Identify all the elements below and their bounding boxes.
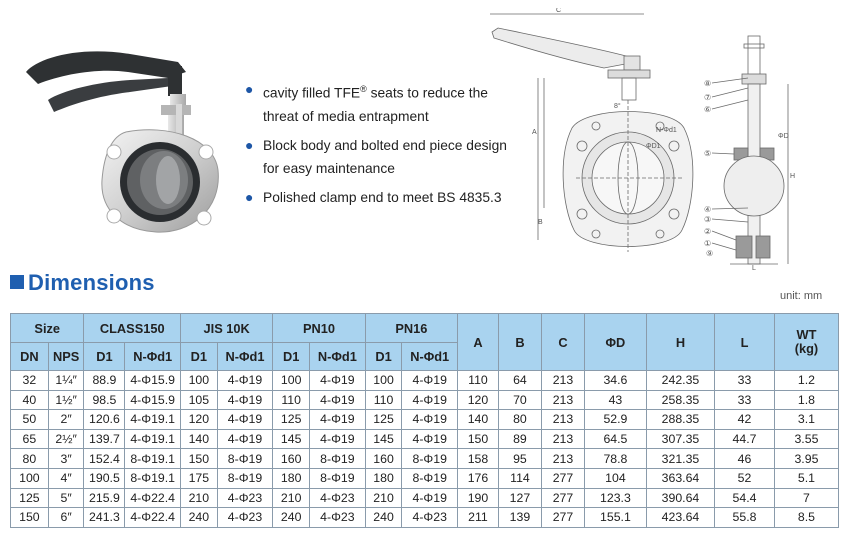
- subheader-d1: D1: [273, 343, 310, 371]
- dim-label-c: C: [556, 8, 562, 14]
- table-cell: 277: [541, 468, 584, 488]
- subheader-nd1: N-Φd1: [125, 343, 181, 371]
- part-callout: ①: [704, 239, 712, 248]
- dim-label-nd: N-Φd1: [656, 127, 677, 134]
- table-cell: 110: [365, 390, 402, 410]
- dim-label-b: B: [538, 219, 543, 226]
- table-body: [11, 371, 839, 528]
- table-cell: 240: [181, 508, 218, 528]
- table-row: [11, 429, 839, 449]
- part-callout: ⑤: [704, 149, 712, 158]
- header-c: C: [541, 314, 584, 371]
- table-cell: 65: [11, 429, 49, 449]
- table-cell: 240: [365, 508, 402, 528]
- table-cell: 211: [458, 508, 499, 528]
- table-cell: 139.7: [84, 429, 125, 449]
- table-cell: 258.35: [646, 390, 714, 410]
- table-cell: 4-Φ19: [217, 390, 273, 410]
- table-cell: 4-Φ19: [402, 410, 458, 430]
- table-cell: 140: [181, 429, 218, 449]
- table-cell: 4-Φ19: [217, 429, 273, 449]
- table-cell: 125: [273, 410, 310, 430]
- table-cell: 105: [181, 390, 218, 410]
- table-cell: 150: [458, 429, 499, 449]
- table-cell: 4-Φ15.9: [125, 390, 181, 410]
- table-row: [11, 371, 839, 391]
- table-cell: 4-Φ19: [217, 410, 273, 430]
- table-cell: 98.5: [84, 390, 125, 410]
- table-cell: 1¼″: [48, 371, 84, 391]
- table-cell: 3.1: [774, 410, 838, 430]
- table-cell: 55.8: [715, 508, 775, 528]
- table-cell: 40: [11, 390, 49, 410]
- table-cell: 2″: [48, 410, 84, 430]
- table-cell: 4-Φ19: [310, 390, 366, 410]
- table-cell: 210: [181, 488, 218, 508]
- part-callout: ⑨: [706, 249, 714, 258]
- table-cell: 152.4: [84, 449, 125, 469]
- table-cell: 50: [11, 410, 49, 430]
- header-h: H: [646, 314, 714, 371]
- table-cell: 160: [365, 449, 402, 469]
- dim-label-d: ΦD: [778, 133, 789, 140]
- dim-label-deg: 8°: [614, 103, 621, 110]
- table-cell: 4-Φ19: [310, 429, 366, 449]
- table-cell: 64: [498, 371, 541, 391]
- table-cell: 42: [715, 410, 775, 430]
- subheader-dn: DN: [11, 343, 49, 371]
- table-cell: 4-Φ19.1: [125, 410, 181, 430]
- table-cell: 78.8: [584, 449, 646, 469]
- table-cell: 213: [541, 390, 584, 410]
- table-cell: 8-Φ19: [402, 468, 458, 488]
- table-cell: 46: [715, 449, 775, 469]
- table-cell: 8-Φ19: [217, 468, 273, 488]
- table-cell: 139: [498, 508, 541, 528]
- table-cell: 210: [365, 488, 402, 508]
- table-cell: 8-Φ19: [402, 449, 458, 469]
- table-cell: 114: [498, 468, 541, 488]
- part-callout: ⑧: [704, 79, 712, 88]
- table-cell: 150: [181, 449, 218, 469]
- table-cell: 213: [541, 429, 584, 449]
- dimensions-table: [10, 313, 839, 528]
- table-cell: 80: [498, 410, 541, 430]
- subheader-nd1: N-Φd1: [310, 343, 366, 371]
- part-callout: ⑥: [704, 105, 712, 114]
- table-cell: 215.9: [84, 488, 125, 508]
- table-cell: 175: [181, 468, 218, 488]
- table-cell: 125: [365, 410, 402, 430]
- table-cell: 120: [181, 410, 218, 430]
- table-cell: 210: [273, 488, 310, 508]
- table-cell: 100: [181, 371, 218, 391]
- table-cell: 277: [541, 508, 584, 528]
- table-cell: 8-Φ19: [310, 449, 366, 469]
- bullet-icon: ●: [245, 81, 254, 97]
- table-cell: 4-Φ15.9: [125, 371, 181, 391]
- table-cell: 307.35: [646, 429, 714, 449]
- table-cell: 363.64: [646, 468, 714, 488]
- table-cell: 100: [273, 371, 310, 391]
- table-cell: 4-Φ23: [310, 508, 366, 528]
- table-cell: 160: [273, 449, 310, 469]
- table-cell: 4-Φ19: [310, 410, 366, 430]
- table-cell: 4-Φ19.1: [125, 429, 181, 449]
- header-b: B: [498, 314, 541, 371]
- valve-product-photo: [18, 20, 228, 250]
- subheader-nd1: N-Φd1: [217, 343, 273, 371]
- table-cell: 241.3: [84, 508, 125, 528]
- table-cell: 3.95: [774, 449, 838, 469]
- table-cell: 180: [273, 468, 310, 488]
- table-cell: 5.1: [774, 468, 838, 488]
- table-cell: 190.5: [84, 468, 125, 488]
- table-cell: 3.55: [774, 429, 838, 449]
- table-row: [11, 449, 839, 469]
- table-cell: 240: [273, 508, 310, 528]
- table-cell: 158: [458, 449, 499, 469]
- table-cell: 8-Φ19: [310, 468, 366, 488]
- table-cell: 213: [541, 410, 584, 430]
- table-cell: 4-Φ22.4: [125, 508, 181, 528]
- table-cell: 43: [584, 390, 646, 410]
- table-cell: 100: [365, 371, 402, 391]
- table-cell: 100: [11, 468, 49, 488]
- table-cell: 4-Φ19: [402, 488, 458, 508]
- table-cell: 8.5: [774, 508, 838, 528]
- part-callout: ④: [704, 205, 712, 214]
- table-cell: 4-Φ19: [402, 371, 458, 391]
- table-cell: 390.64: [646, 488, 714, 508]
- table-cell: 8-Φ19: [217, 449, 273, 469]
- table-cell: 2½″: [48, 429, 84, 449]
- table-cell: 277: [541, 488, 584, 508]
- table-cell: 321.35: [646, 449, 714, 469]
- table-cell: 64.5: [584, 429, 646, 449]
- header-size: Size: [11, 314, 84, 343]
- table-cell: 1.8: [774, 390, 838, 410]
- table-cell: 4-Φ23: [402, 508, 458, 528]
- subheader-d1: D1: [84, 343, 125, 371]
- table-cell: 7: [774, 488, 838, 508]
- table-cell: 123.3: [584, 488, 646, 508]
- bullet-icon: ●: [245, 136, 254, 153]
- table-cell: 44.7: [715, 429, 775, 449]
- table-cell: 8-Φ19.1: [125, 468, 181, 488]
- table-cell: 34.6: [584, 371, 646, 391]
- header-wt: WT (kg): [774, 314, 838, 371]
- table-cell: 213: [541, 371, 584, 391]
- table-cell: 4-Φ19: [402, 390, 458, 410]
- part-callout: ②: [704, 227, 712, 236]
- table-cell: 1.2: [774, 371, 838, 391]
- table-cell: 140: [458, 410, 499, 430]
- table-cell: 52.9: [584, 410, 646, 430]
- table-cell: 6″: [48, 508, 84, 528]
- table-row: [11, 508, 839, 528]
- feature-item: ● cavity filled TFE® seats to reduce the threat of media entrapment: [243, 78, 513, 128]
- table-cell: 4-Φ23: [310, 488, 366, 508]
- table-cell: 33: [715, 371, 775, 391]
- table-cell: 288.35: [646, 410, 714, 430]
- table-cell: 213: [541, 449, 584, 469]
- table-cell: 125: [11, 488, 49, 508]
- table-cell: 150: [11, 508, 49, 528]
- table-cell: 110: [458, 371, 499, 391]
- table-cell: 4-Φ23: [217, 488, 273, 508]
- header-a: A: [458, 314, 499, 371]
- table-cell: 180: [365, 468, 402, 488]
- part-callout: ⑦: [704, 93, 712, 102]
- table-cell: 4-Φ23: [217, 508, 273, 528]
- table-cell: 4-Φ22.4: [125, 488, 181, 508]
- table-cell: 4″: [48, 468, 84, 488]
- header-l: L: [715, 314, 775, 371]
- subheader-d1: D1: [181, 343, 218, 371]
- table-cell: 80: [11, 449, 49, 469]
- table-cell: 127: [498, 488, 541, 508]
- subheader-d1: D1: [365, 343, 402, 371]
- feature-item: ● Polished clamp end to meet BS 4835.3: [243, 186, 513, 209]
- table-cell: 3″: [48, 449, 84, 469]
- table-cell: 145: [365, 429, 402, 449]
- dim-label-d1: ΦD1: [646, 143, 661, 150]
- table-cell: 4-Φ19: [402, 429, 458, 449]
- table-cell: 88.9: [84, 371, 125, 391]
- dim-label-l: L: [752, 265, 756, 272]
- subheader-nd1: N-Φd1: [402, 343, 458, 371]
- table-cell: 155.1: [584, 508, 646, 528]
- table-cell: 120.6: [84, 410, 125, 430]
- table-cell: 104: [584, 468, 646, 488]
- table-cell: 145: [273, 429, 310, 449]
- table-row: [11, 410, 839, 430]
- table-cell: 8-Φ19.1: [125, 449, 181, 469]
- header-pn16: PN16: [365, 314, 457, 343]
- bullet-icon: ●: [245, 188, 254, 205]
- table-cell: 52: [715, 468, 775, 488]
- table-cell: 4-Φ19: [310, 371, 366, 391]
- table-row: [11, 488, 839, 508]
- table-cell: 190: [458, 488, 499, 508]
- table-cell: 4-Φ19: [217, 371, 273, 391]
- table-row: [11, 468, 839, 488]
- dim-label-h: H: [790, 173, 796, 180]
- title-marker-icon: [10, 275, 24, 289]
- table-cell: 1½″: [48, 390, 84, 410]
- table-cell: 423.64: [646, 508, 714, 528]
- table-cell: 110: [273, 390, 310, 410]
- table-cell: 54.4: [715, 488, 775, 508]
- dim-label-a: A: [532, 129, 537, 136]
- table-cell: 70: [498, 390, 541, 410]
- header-class150: CLASS150: [84, 314, 181, 343]
- table-cell: 242.35: [646, 371, 714, 391]
- table-cell: 176: [458, 468, 499, 488]
- table-cell: 32: [11, 371, 49, 391]
- feature-item: ● Block body and bolted end piece design for easy maintenance: [243, 134, 513, 180]
- part-callout: ③: [704, 215, 712, 224]
- table-cell: 33: [715, 390, 775, 410]
- header-jis10k: JIS 10K: [181, 314, 273, 343]
- unit-label: unit: mm: [780, 290, 823, 302]
- table-cell: 5″: [48, 488, 84, 508]
- header-d: ΦD: [584, 314, 646, 371]
- technical-drawing: [486, 8, 798, 272]
- table-cell: 89: [498, 429, 541, 449]
- subheader-nps: NPS: [48, 343, 84, 371]
- table-cell: 120: [458, 390, 499, 410]
- table-row: [11, 390, 839, 410]
- header-pn10: PN10: [273, 314, 365, 343]
- feature-list: [243, 78, 513, 215]
- table-cell: 95: [498, 449, 541, 469]
